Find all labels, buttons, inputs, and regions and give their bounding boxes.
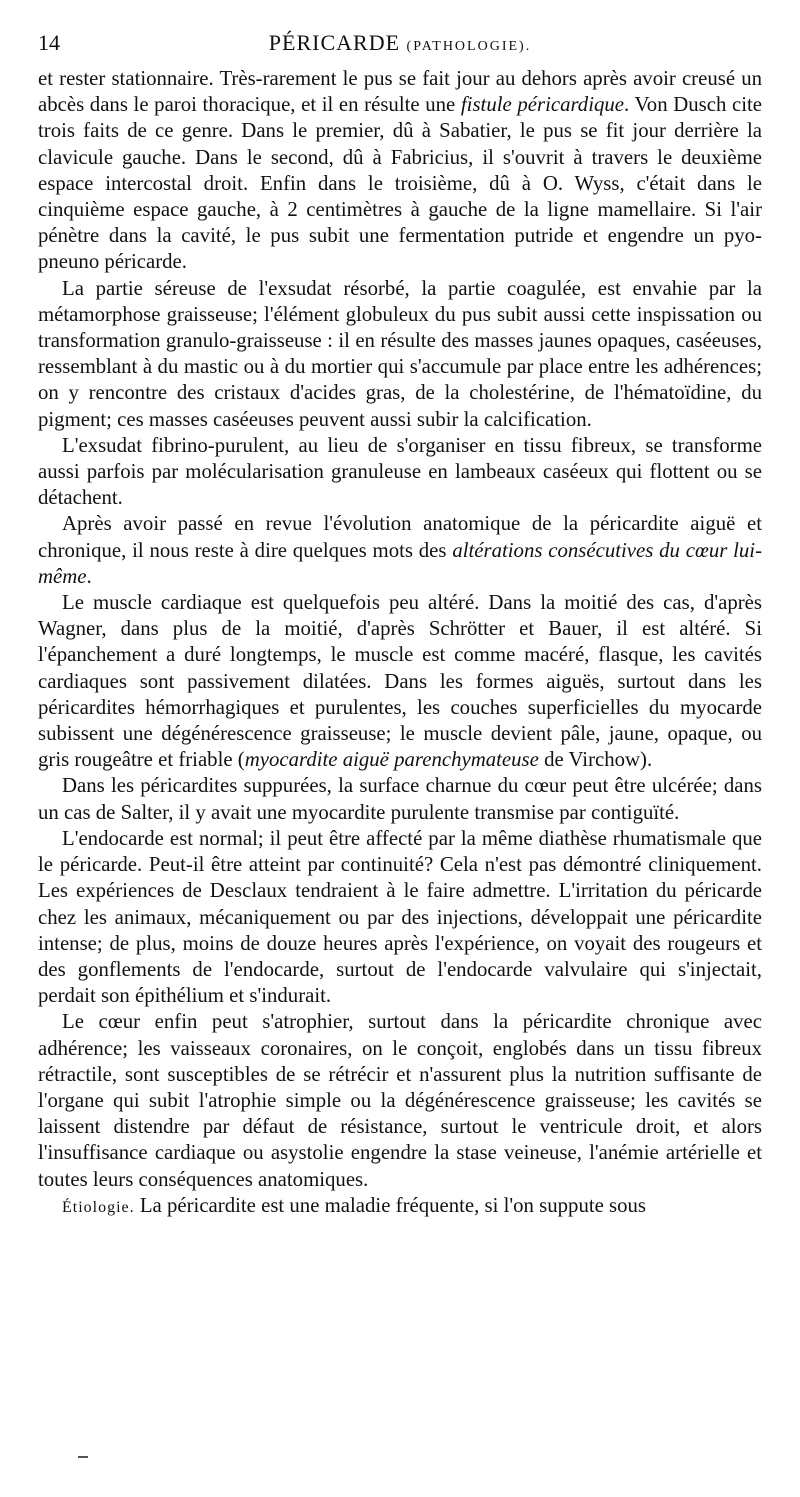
text-segment: Le cœur enfin peut s'atrophier, surtout dans la péricardite chronique avec adhérence; les vaisseaux coronaires, on le conçoit, englobés dans un tissu fibreux rétractile, sont susceptibles de se rétrécir et n'assurent plus la nutrition suffisante de l'organe qui subit l'atrophie simple ou la dégénérescence graisseuse; les cavités se laissent distendre par défaut de résistance, surtout le ventricule droit, et alors l'insuffisance cardiaque ou asystolie engendre la stase veineuse, l'anémie artérielle et toutes leurs conséquences anatomiques. bbox=[38, 1010, 762, 1191]
paragraph bbox=[38, 1009, 762, 1192]
paragraph bbox=[38, 433, 762, 512]
text-segment: La partie séreuse de l'exsudat résorbé, la partie coagulée, est envahie par la métamorphose graisseuse; l'élément globuleux du pus subit aussi cette inspissation ou transformation granulo-graisseuse : il en résulte des masses jaunes opaques, caséeuses, ressemblant à du mastic ou à du mortier qui s'accumule par place entre les adhérences; on y rencontre des cristaux d'acides gras, de la cholestérine, de l'hématoïdine, du pigment; ces masses caséeuses peuvent aussi subir la calcification. bbox=[38, 276, 762, 431]
section-heading: Étiologie. bbox=[62, 1198, 135, 1216]
paragraph bbox=[38, 590, 762, 773]
italic-text: fistule péricardique bbox=[460, 93, 625, 117]
paragraph bbox=[38, 511, 762, 590]
text-segment: . Von Dusch cite trois faits de ce genre. Dans le premier, dû à Sabatier, le pus se fit jour derrière la clavicule gauche. Dans le second, dû à Fabricius, il s'ouvrit à travers le deuxième espace intercostal droit. Enfin dans le troisième, dû à O. Wyss, c'était dans le cinquième espace gauche, à 2 centimètres à gauche de la ligne mamellaire. Si l'air pénètre dans la cavité, le pus subit une fermentation putride et engendre un pyo-pneuno péricarde. bbox=[38, 93, 762, 274]
paragraph bbox=[38, 276, 762, 433]
running-title bbox=[38, 30, 762, 56]
page-number: 14 bbox=[38, 30, 60, 55]
text-segment: La péricardite est une maladie fréquente, si l'on suppute sous bbox=[134, 1193, 647, 1217]
paragraph bbox=[38, 826, 762, 1009]
paragraph bbox=[38, 773, 762, 825]
margin-mark bbox=[78, 1456, 88, 1458]
running-header bbox=[38, 30, 762, 60]
paragraph bbox=[38, 66, 762, 276]
paragraph bbox=[38, 1193, 762, 1221]
italic-text: altérations consécutives du cœur lui-même bbox=[38, 538, 762, 588]
text-segment: L'endocarde est normal; il peut être affecté par la même diathèse rhumatismale que le péricarde. Peut-il être atteint par continuité? Cela n'est pas démontré cliniquement. Les expériences de Desclaux tendraient à le faire admettre. L'irritation du péricarde chez les animaux, mécaniquement ou par des injections, développait une péricardite intense; de plus, moins de douze heures après l'expérience, on voyait des rougeurs et des gonflements de l'endocarde, surtout de l'endocarde valvulaire qui s'injectait, perdait son épithélium et s'indurait. bbox=[38, 826, 762, 1008]
running-title-subtitle: (PATHOLOGIE). bbox=[406, 39, 532, 54]
body-text bbox=[38, 66, 762, 1221]
text-segment: . bbox=[86, 564, 92, 588]
text-segment: L'exsudat fibrino-purulent, au lieu de s'organiser en tissu fibreux, se transforme aussi parfois par molécularisation granuleuse en lambeaux caséeux qui flottent ou se détachent. bbox=[38, 433, 762, 510]
running-title-main: PÉRICARDE bbox=[268, 30, 401, 55]
text-segment: de Virchow). bbox=[538, 748, 653, 772]
text-segment: Après avoir passé en revue l'évolution anatomique de la péricardite aiguë et chronique, il nous reste à dire quelques mots des bbox=[38, 512, 762, 562]
text-segment: Le muscle cardiaque est quelquefois peu altéré. Dans la moitié des cas, d'après Wagner, dans plus de la moitié, d'après Schrötter et Bauer, il est altéré. Si l'épanchement a duré longtemps, le muscle est comme macéré, flasque, les cavités cardiaques sont passivement dilatées. Dans les formes aiguës, surtout dans les péricardites hémorrhagiques et purulentes, les couches superficielles du myocarde subissent une dégénérescence graisseuse; le muscle devient pâle, jaune, opaque, ou gris rougeâtre et friable ( bbox=[38, 591, 762, 772]
text-segment: et rester stationnaire. Très-rarement le pus se fait jour au dehors après avoir creusé un abcès dans le paroi thoracique, et il en résulte une bbox=[38, 67, 762, 117]
italic-text: myocardite aiguë parenchymateuse bbox=[244, 748, 539, 772]
text-segment: Dans les péricardites suppurées, la surface charnue du cœur peut être ulcérée; dans un cas de Salter, il y avait une myocardite purulente transmise par contiguïté. bbox=[38, 774, 762, 824]
